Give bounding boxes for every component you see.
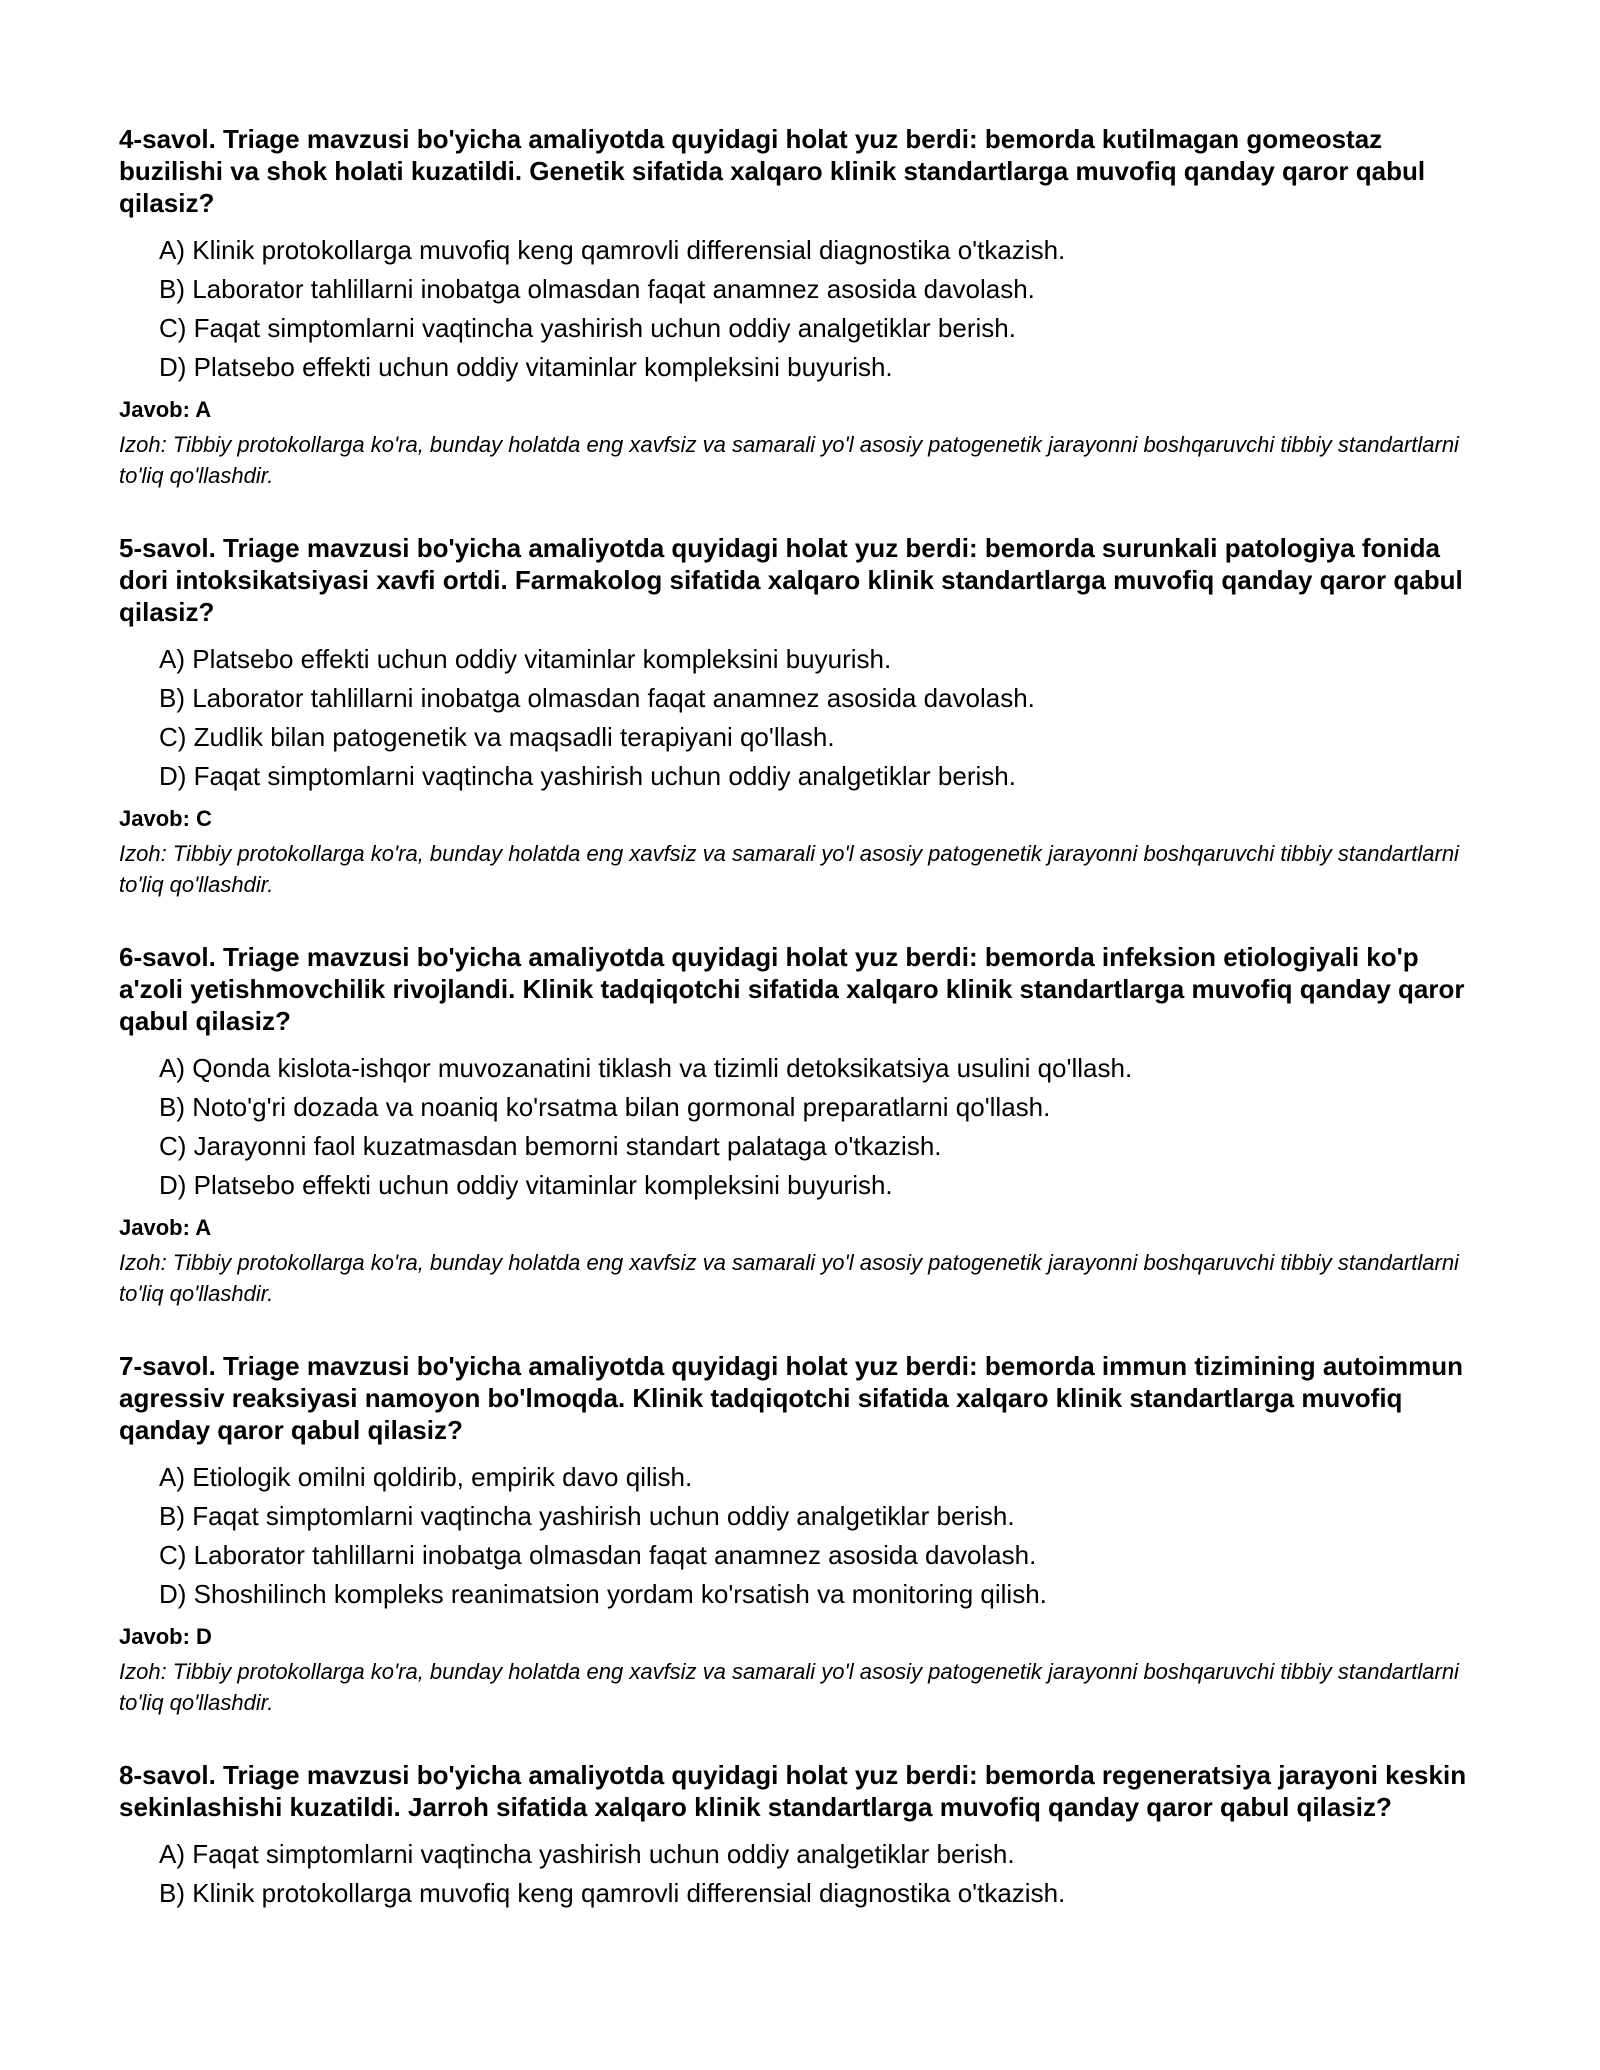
- question-text: 6-savol. Triage mavzusi bo'yicha amaliyotda quyidagi holat yuz berdi: bemorda infeksion etiologiyali ko'p a'zoli yetishmovchilik rivojlandi. Klinik tadqiqotchi sifatida xalqaro klinik standartlarga muvofiq qanday qaror qabul qilasiz?: [119, 942, 1465, 1036]
- option-c: C) Laborator tahlillarni inobatga olmasdan faqat anamnez asosida davolash.: [159, 1540, 1037, 1570]
- option-b: B) Laborator tahlillarni inobatga olmasdan faqat anamnez asosida davolash.: [159, 683, 1035, 713]
- options-list: [159, 1458, 1489, 1614]
- option-a: A) Etiologik omilni qoldirib, empirik davo qilish.: [159, 1462, 693, 1492]
- answer-label: Javob: C: [119, 806, 212, 831]
- option-a: A) Qonda kislota-ishqor muvozanatini tiklash va tizimli detoksikatsiya usulini qo'llash.: [159, 1053, 1133, 1083]
- question-block: [119, 941, 1489, 1309]
- question-text: 4-savol. Triage mavzusi bo'yicha amaliyotda quyidagi holat yuz berdi: bemorda kutilmagan gomeostaz buzilishi va shok holati kuzatildi. Genetik sifatida xalqaro klinik standartlarga muvofiq qanday qaror qabul qilasiz?: [119, 124, 1426, 218]
- options-list: [159, 1835, 1489, 1913]
- answer-label: Javob: A: [119, 397, 212, 422]
- option-a: A) Faqat simptomlarni vaqtincha yashirish uchun oddiy analgetiklar berish.: [159, 1839, 1015, 1869]
- option-c: C) Jarayonni faol kuzatmasdan bemorni standart palataga o'tkazish.: [159, 1131, 942, 1161]
- question-block: [119, 1759, 1489, 1913]
- question-text: 5-savol. Triage mavzusi bo'yicha amaliyotda quyidagi holat yuz berdi: bemorda surunkali patologiya fonida dori intoksikatsiyasi xavfi ortdi. Farmakolog sifatida xalqaro klinik standartlarga muvofiq qanday qaror qabul qilasiz?: [119, 533, 1463, 627]
- option-d: D) Platsebo effekti uchun oddiy vitaminlar kompleksini buyurish.: [159, 1170, 893, 1200]
- options-list: [159, 1049, 1489, 1205]
- explanation-note: Izoh: Tibbiy protokollarga ko'ra, bunday holatda eng xavfsiz va samarali yo'l asosiy patogenetik jarayonni boshqaruvchi tibbiy standartlarni to'liq qo'llashdir.: [119, 432, 1459, 488]
- question-block: [119, 123, 1489, 491]
- options-list: [159, 640, 1489, 796]
- question-text: 7-savol. Triage mavzusi bo'yicha amaliyotda quyidagi holat yuz berdi: bemorda immun tizimining autoimmun agressiv reaksiyasi namoyon bo'lmoqda. Klinik tadqiqotchi sifatida xalqaro klinik standartlarga muvofiq qanday qaror qabul qilasiz?: [119, 1351, 1463, 1445]
- answer-label: Javob: D: [119, 1624, 212, 1649]
- option-a: A) Platsebo effekti uchun oddiy vitaminlar kompleksini buyurish.: [159, 644, 892, 674]
- option-c: C) Faqat simptomlarni vaqtincha yashirish uchun oddiy analgetiklar berish.: [159, 313, 1016, 343]
- option-d: D) Shoshilinch kompleks reanimatsion yordam ko'rsatish va monitoring qilish.: [159, 1579, 1047, 1609]
- explanation-note: Izoh: Tibbiy protokollarga ko'ra, bunday holatda eng xavfsiz va samarali yo'l asosiy patogenetik jarayonni boshqaruvchi tibbiy standartlarni to'liq qo'llashdir.: [119, 1659, 1459, 1715]
- answer-label: Javob: A: [119, 1215, 212, 1240]
- options-list: [159, 231, 1489, 387]
- option-d: D) Platsebo effekti uchun oddiy vitaminlar kompleksini buyurish.: [159, 352, 893, 382]
- explanation-note: Izoh: Tibbiy protokollarga ko'ra, bunday holatda eng xavfsiz va samarali yo'l asosiy patogenetik jarayonni boshqaruvchi tibbiy standartlarni to'liq qo'llashdir.: [119, 1250, 1459, 1306]
- question-block: [119, 1350, 1489, 1718]
- option-b: B) Laborator tahlillarni inobatga olmasdan faqat anamnez asosida davolash.: [159, 274, 1035, 304]
- option-b: B) Klinik protokollarga muvofiq keng qamrovli differensial diagnostika o'tkazish.: [159, 1878, 1066, 1908]
- option-c: C) Zudlik bilan patogenetik va maqsadli terapiyani qo'llash.: [159, 722, 835, 752]
- option-a: A) Klinik protokollarga muvofiq keng qamrovli differensial diagnostika o'tkazish.: [159, 235, 1066, 265]
- option-d: D) Faqat simptomlarni vaqtincha yashirish uchun oddiy analgetiklar berish.: [159, 761, 1016, 791]
- option-b: B) Faqat simptomlarni vaqtincha yashirish uchun oddiy analgetiklar berish.: [159, 1501, 1015, 1531]
- question-block: [119, 532, 1489, 900]
- question-text: 8-savol. Triage mavzusi bo'yicha amaliyotda quyidagi holat yuz berdi: bemorda regeneratsiya jarayoni keskin sekinlashishi kuzatildi. Jarroh sifatida xalqaro klinik standartlarga muvofiq qanday qaror qabul qilasiz?: [119, 1760, 1467, 1822]
- option-b: B) Noto'g'ri dozada va noaniq ko'rsatma bilan gormonal preparatlarni qo'llash.: [159, 1092, 1051, 1122]
- explanation-note: Izoh: Tibbiy protokollarga ko'ra, bunday holatda eng xavfsiz va samarali yo'l asosiy patogenetik jarayonni boshqaruvchi tibbiy standartlarni to'liq qo'llashdir.: [119, 841, 1459, 897]
